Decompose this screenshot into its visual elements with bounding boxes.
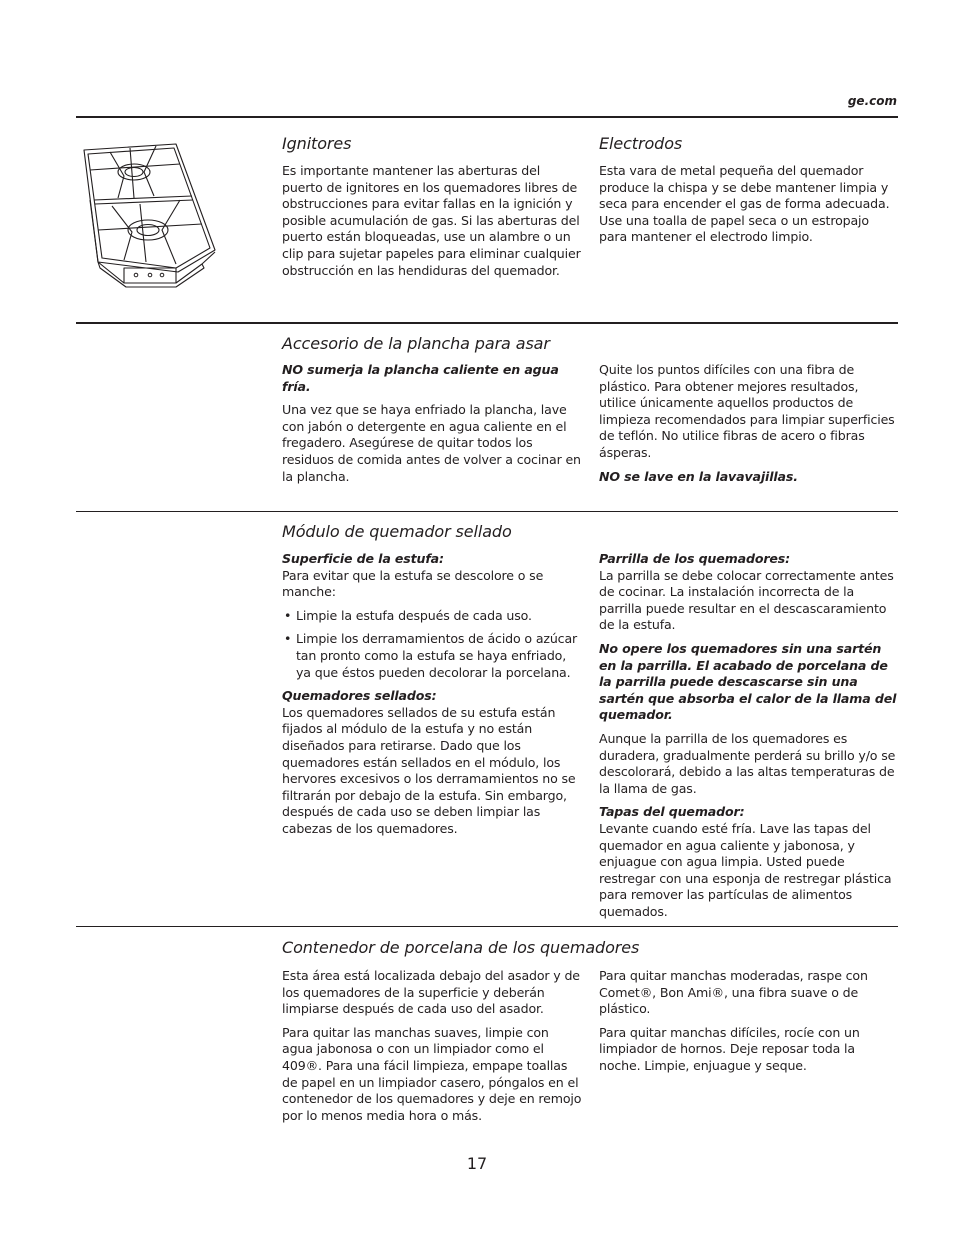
sellados-text: Los quemadores sellados de su estufa están fijados al módulo de la estufa y no están diseñados para retirarse. Dado que los quemadores están sellados en el módulo, los hervores excesivos o los derramamientos no se filtrarán por debajo de la estufa. Sin embargo, después de cada uso se deben limpiar las cabezas de los quemadores.: [282, 704, 576, 836]
modulo-left-column: [282, 551, 582, 845]
modulo-right-column: [599, 551, 899, 927]
parrilla-label: Parrilla de los quemadores:: [599, 551, 791, 566]
rule-contenedor: [76, 926, 898, 927]
parrilla-warning: No opere los quemadores sin una sartén en la parrilla. El acabado de porcelana de la parrilla puede descascarse sin una sartén que absorba el calor de la llama del quemador.: [599, 640, 897, 723]
superficie-paragraph: [282, 551, 582, 601]
contenedor-right-column: [599, 968, 899, 1082]
ignitores-heading: Ignitores: [282, 134, 352, 153]
contenedor-p4: Para quitar manchas difíciles, rocíe con un limpiador de hornos. Deje reposar toda la noche. Limpie, enjuague y seque.: [599, 1024, 860, 1073]
contenedor-left-column: [282, 968, 582, 1131]
sellados-label: Quemadores sellados:: [282, 688, 437, 704]
rule-plancha: [76, 322, 898, 324]
site-url: ge.com: [847, 94, 897, 108]
superficie-text: Para evitar que la estufa se descolore o se manche:: [282, 567, 544, 600]
ignitores-section: [282, 163, 582, 286]
electrodos-heading: Electrodos: [599, 134, 683, 153]
electrodos-body: Esta vara de metal pequeña del quemador produce la chispa y se debe mantener limpia y seca para encender el gas de forma adecuada. Use una toalla de papel seca o un estropajo para mantener el electrodo limpio.: [599, 163, 890, 245]
plancha-warning-2: NO se lave en la lavavajillas.: [599, 468, 798, 484]
contenedor-p3: Para quitar manchas moderadas, raspe con Comet®, Bon Ami®, una fibra suave o de plástico.: [599, 968, 868, 1017]
contenedor-p2: Para quitar las manchas suaves, limpie con agua jabonosa o con un limpiador como el 409®. Para una fácil limpieza, empape toallas de papel en un limpiador casero, póngalos en el contenedor de los quemadores y deje en remojo por lo menos media hora o más.: [282, 1024, 582, 1123]
sellados-paragraph: [282, 688, 582, 837]
top-rule: [76, 116, 898, 118]
plancha-warning: NO sumerja la plancha caliente en agua fría.: [282, 362, 559, 394]
tapas-paragraph: [599, 804, 899, 920]
tapas-text: Levante cuando esté fría. Lave las tapas del quemador en agua caliente y jabonosa, y enjuague con agua limpia. Usted puede restregar con una esponja de restregar plástica para remover las partículas de alimentos quemados.: [599, 820, 892, 919]
list-item: • Limpie la estufa después de cada uso.: [282, 608, 582, 625]
plancha-body-2: Quite los puntos difíciles con una fibra de plástico. Para obtener mejores resultados, utilice únicamente aquellos productos de limpieza recomendados para limpiar superficies de teflón. No utilice fibras de acero o fibras ásperas.: [599, 362, 895, 460]
superficie-label: Superficie de la estufa:: [282, 551, 444, 566]
plancha-body-1: Una vez que se haya enfriado la plancha, lave con jabón o detergente en agua caliente en el fregadero. Asegúrese de quitar todos los residuos de comida antes de volver a cocinar en la plancha.: [282, 402, 581, 484]
ignitores-body: Es importante mantener las aberturas del puerto de ignitores en los quemadores libres de obstrucciones para evitar fallas en la ignición y posible acumulación de gas. Si las aberturas del puerto están bloqueadas, use un alambre o un clip para sujetar papeles para eliminar cualquier obstrucción en las hendiduras del quemador.: [282, 163, 581, 278]
page-number: 17: [466, 1154, 488, 1173]
tapas-label: Tapas del quemador:: [599, 804, 745, 820]
rule-modulo: [76, 511, 898, 512]
modulo-heading: Módulo de quemador sellado: [282, 522, 512, 541]
cooktop-illustration: [80, 140, 220, 288]
superficie-bullets: [282, 608, 582, 681]
contenedor-heading: Contenedor de porcelana de los quemadores: [282, 938, 640, 957]
parrilla-paragraph: [599, 551, 899, 634]
plancha-left-column: [282, 362, 582, 492]
electrodos-section: [599, 163, 899, 253]
parrilla-text-2: Aunque la parrilla de los quemadores es duradera, gradualmente perderá su brillo y/o se descolorará, debido a las altas temperaturas de la llama de gas.: [599, 730, 896, 796]
plancha-right-column: [599, 362, 899, 492]
plancha-heading: Accesorio de la plancha para asar: [282, 334, 550, 353]
list-item: • Limpie los derramamientos de ácido o azúcar tan pronto como la estufa se haya enfriado, ya que éstos pueden decolorar la porcelana.: [282, 631, 582, 681]
contenedor-p1: Esta área está localizada debajo del asador y de los quemadores de la superficie y deberán limpiarse después de cada uso del asador.: [282, 968, 580, 1017]
parrilla-text: La parrilla se debe colocar correctamente antes de cocinar. La instalación incorrecta de la parrilla puede resultar en el descascaramiento de la estufa.: [599, 567, 894, 633]
